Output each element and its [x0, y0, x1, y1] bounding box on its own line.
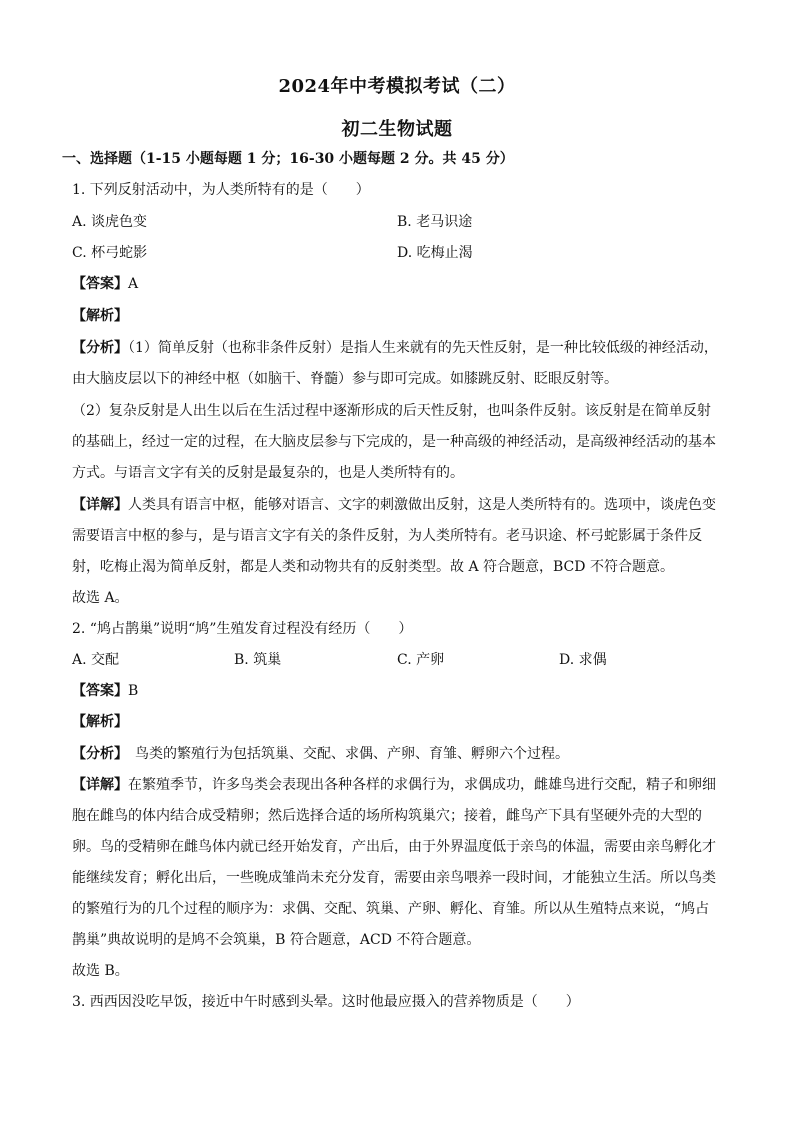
exam-subtitle: 初二生物试题	[341, 119, 453, 140]
q1-fenxi-line: 由大脑皮层以下的神经中枢（如脑干、脊髓）参与即可完成。如膝跳反射、眨眼反射等。	[72, 371, 618, 387]
q1-option-b: B. 老马识途	[397, 214, 473, 230]
q1-stem: 1. 下列反射活动中，为人类所特有的是（ ）	[72, 182, 370, 198]
q2-stem: 2. “鸠占鹊巢”说明“鸠”生殖发育过程没有经历（ ）	[72, 621, 413, 637]
q2-answer	[72, 682, 724, 700]
q2-option-b: B. 筑巢	[234, 652, 282, 668]
q2-xiangjie-line: 的繁殖行为的几个过程的顺序为：求偶、交配、筑巢、产卵、孵化、育雏。所以从生殖特点来说，“鸠占	[72, 901, 710, 917]
q1-option-c: C. 杯弓蛇影	[72, 245, 148, 261]
q2-xiangjie-line: 能继续发育；孵化出后，一些晚成雏尚未充分发育，需要由亲鸟喂养一段时间，才能独立生活。所以鸟类	[72, 870, 716, 886]
q1-xiangjie-text: 人类具有语言中枢，能够对语言、文字的刺激做出反射，这是人类所特有的。选项中，谈虎色变	[128, 497, 716, 513]
q2-xiangjie-text: 在繁殖季节，许多鸟类会表现出各种各样的求偶行为，求偶成功，雌雄鸟进行交配，精子和卵细	[128, 777, 716, 793]
q2-xiangjie-line: 胞在雌鸟的体内结合成受精卵；然后选择合适的场所构筑巢穴；接着，雌鸟产下具有坚硬外壳的大型的	[72, 808, 702, 824]
q2-analysis-tag: 【解析】	[72, 714, 128, 730]
q2-xiangjie-line: 卵。鸟的受精卵在雌鸟体内就已经开始发育，产出后，由于外界温度低于亲鸟的体温，需要由亲鸟孵化才	[72, 839, 716, 855]
q1-fenxi-tag: 【分析】	[72, 340, 128, 356]
q1-answer-value: A	[128, 276, 139, 292]
q1-fenxi-text: （1）简单反射（也称非条件反射）是指人生来就有的先天性反射，是一种比较低级的神经活动，	[128, 340, 718, 356]
q2-option-c: C. 产卵	[397, 652, 445, 668]
q2-option-a: A. 交配	[72, 652, 120, 668]
q2-xiangjie-tag: 【详解】	[72, 777, 128, 793]
section-heading: 一、选择题（1-15 小题每题 1 分；16-30 小题每题 2 分。共 45 分）	[62, 151, 514, 167]
q2-fenxi-text: 鸟类的繁殖行为包括筑巢、交配、求偶、产卵、育雏、孵卵六个过程。	[121, 746, 569, 762]
q3-stem: 3. 西西因没吃早饭，接近中午时感到头晕。这时他最应摄入的营养物质是（ ）	[72, 994, 580, 1010]
q2-fenxi-line	[72, 745, 724, 763]
q1-analysis-tag: 【解析】	[72, 308, 128, 324]
q1-fenxi-line: 的基础上，经过一定的过程，在大脑皮层参与下完成的，是一种高级的神经活动，是高级神经活动的基本	[72, 434, 716, 450]
q1-fenxi-line	[72, 339, 724, 357]
exam-title: 2024年中考模拟考试（二）	[278, 76, 516, 97]
q1-option-a: A. 谈虎色变	[72, 214, 148, 230]
q2-conclusion: 故选 B。	[72, 963, 129, 979]
q2-xiangjie-line: 鹊巢”典故说明的是鸠不会筑巢，B 符合题意，ACD 不符合题意。	[72, 932, 481, 948]
q1-xiangjie-line: 需要语言中枢的参与，是与语言文字有关的条件反射，为人类所特有。老马识途、杯弓蛇影属于条件反	[72, 528, 702, 544]
q2-fenxi-tag: 【分析】	[72, 746, 121, 762]
q1-answer-tag: 【答案】	[72, 276, 128, 292]
q2-option-d: D. 求偶	[559, 652, 607, 668]
q2-answer-value: B	[128, 683, 139, 699]
q1-fenxi-line: （2）复杂反射是人出生以后在生活过程中逐渐形成的后天性反射，也叫条件反射。该反射是在简单反射	[72, 403, 711, 419]
q2-xiangjie-line	[72, 776, 724, 794]
q1-fenxi-line: 方式。与语言文字有关的反射是最复杂的，也是人类所特有的。	[72, 465, 464, 481]
q1-xiangjie-line	[72, 496, 724, 514]
q2-answer-tag: 【答案】	[72, 683, 128, 699]
q1-xiangjie-tag: 【详解】	[72, 497, 128, 513]
q1-answer	[72, 275, 724, 293]
q1-conclusion: 故选 A。	[72, 590, 129, 606]
q1-xiangjie-line: 射，吃梅止渴为简单反射，都是人类和动物共有的反射类型。故 A 符合题意，BCD 不符合题意。	[72, 559, 674, 575]
q1-option-d: D. 吃梅止渴	[397, 245, 473, 261]
